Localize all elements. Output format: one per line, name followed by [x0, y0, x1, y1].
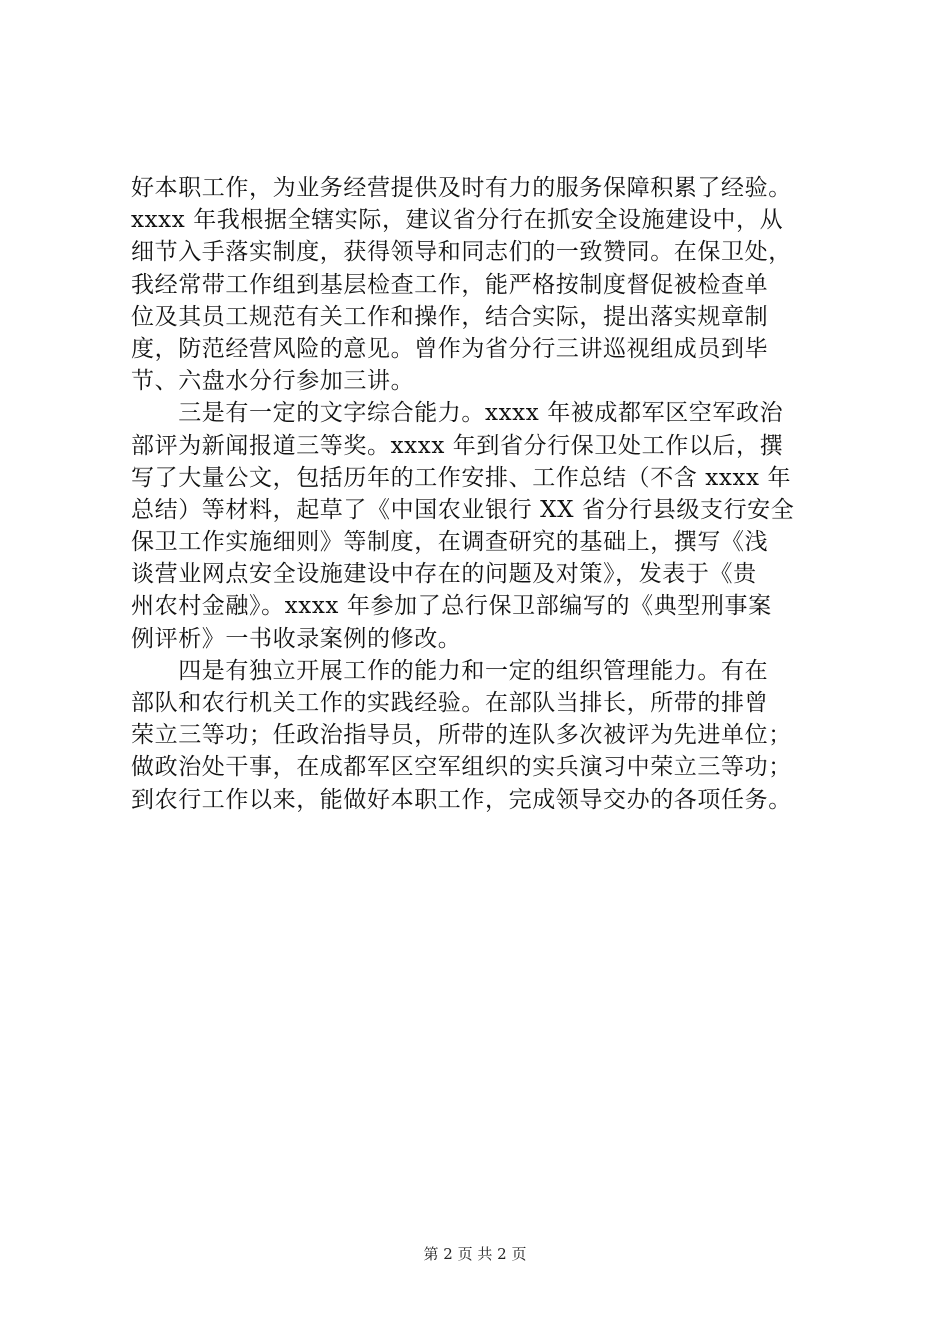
text-line: xxxx 年我根据全辖实际，建议省分行在抓安全设施建设中，从 [131, 207, 784, 234]
page-number-footer: 第 2 页 共 2 页 [423, 1245, 527, 1263]
text-line: 荣立三等功；任政治指导员，所带的连队多次被评为先进单位； [131, 722, 792, 749]
text-line: 四是有独立开展工作的能力和一定的组织管理能力。有在 [131, 657, 769, 684]
document-body [131, 172, 827, 816]
text-line: 位及其员工规范有关工作和操作，结合实际，提出落实规章制 [131, 303, 769, 330]
text-line: 度，防范经营风险的意见。曾作为省分行三讲巡视组成员到毕 [131, 335, 769, 362]
text-line: 例评析》一书收录案例的修改。 [131, 625, 462, 652]
text-line: 三是有一定的文字综合能力。xxxx 年被成都军区空军政治 [131, 400, 784, 427]
text-line: 我经常带工作组到基层检查工作，能严格按制度督促被检查单 [131, 271, 769, 298]
text-line: 部评为新闻报道三等奖。xxxx 年到省分行保卫处工作以后，撰 [131, 432, 784, 459]
text-line: 部队和农行机关工作的实践经验。在部队当排长，所带的排曾 [131, 690, 769, 716]
text-line: 写了大量公文，包括历年的工作安排、工作总结（不含 xxxx 年 [131, 464, 792, 491]
text-line: 节、六盘水分行参加三讲。 [131, 368, 415, 395]
text-line: 到农行工作以来，能做好本职工作，完成领导交办的各项任务。 [131, 786, 792, 813]
text-line: 谈营业网点安全设施建设中存在的问题及对策》，发表于《贵 [131, 561, 757, 588]
text-line: 细节入手落实制度，获得领导和同志们的一致赞同。在保卫处， [131, 239, 792, 266]
text-line: 做政治处干事，在成都军区空军组织的实兵演习中荣立三等功； [131, 754, 792, 781]
text-line: 州农村金融》。xxxx 年参加了总行保卫部编写的《典型刑事案 [131, 593, 772, 620]
text-line: 总结）等材料，起草了《中国农业银行 XX 省分行县级支行安全 [131, 496, 795, 523]
text-line: 好本职工作，为业务经营提供及时有力的服务保障积累了经验。 [131, 175, 792, 201]
text-line: 保卫工作实施细则》等制度，在调查研究的基础上，撰写《浅 [131, 529, 769, 556]
